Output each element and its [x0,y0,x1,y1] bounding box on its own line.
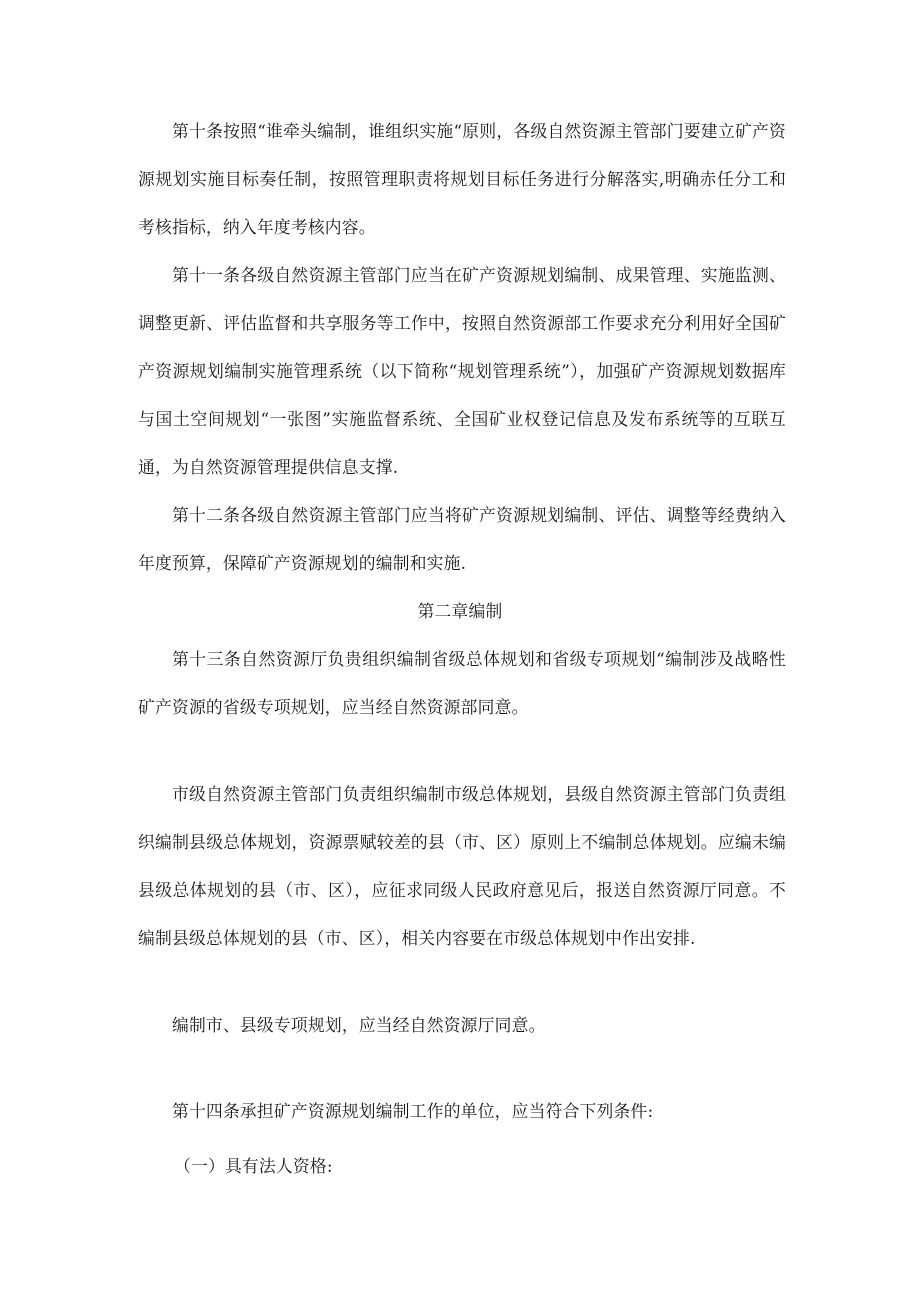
paragraph-article-10: 第十条按照“谁牵头编制，谁组织实施“原则，各级自然资源主管部门要建立矿产资源规划实施目标奏任制，按照管理职责将规划目标任务进行分解落实,明确赤任分工和考核指标，纳入年度考核内容。 [138,121,786,237]
paragraph-article-14: 第十四条承担矿产资源规划编制工作的单位，应当符合下列条件: [172,1101,654,1121]
paragraph-city-county-planning: 市级自然资源主管部门负责组织编制市级总体规划，县级自然资源主管部门负责组织编制县级总体规划，资源票赋较差的县（市、区）原则上不编制总体规划。应编未编县级总体规划的县（市、区），应征求同级人民政府意见后，报送自然资源厅同意。不编制县级总体规划的县（市、区），相关内容要在市级总体规划中作出安排. [138,784,786,948]
paragraph-article-11: 第十一条各级自然资源主管部门应当在矿产资源规划编制、成果管理、实施监测、调整更新、评估监督和共享服务等工作中，按照自然资源部工作要求充分利用好全国矿产资源规划编制实施管理系统（以下简称“规划管理系统”），加强矿产资源规划数据库与国土空间规划“一张图”实施监督系统、全国矿业权登记信息及发布系统等的互联互通，为自然资源管理提供信息支撑. [138,265,786,477]
paragraph-article-12: 第十二条各级自然资源主管部门应当将矿产资源规划编制、评估、调整等经费纳入年度预算，保障矿产资源规划的编制和实施. [138,505,786,573]
list-item-legal-person: （一）具有法人资格: [174,1156,333,1176]
chapter-heading: 第二章编制 [417,601,503,621]
paragraph-special-planning: 编制市、县级专项规划，应当经自然资源厅同意。 [172,1015,546,1035]
paragraph-article-13: 第十三条自然资源厅负贵组织编制省级总体规划和省级专项规划“编制涉及战略性矿产资源的省级专项规划，应当经自然资源部同意。 [138,649,786,717]
